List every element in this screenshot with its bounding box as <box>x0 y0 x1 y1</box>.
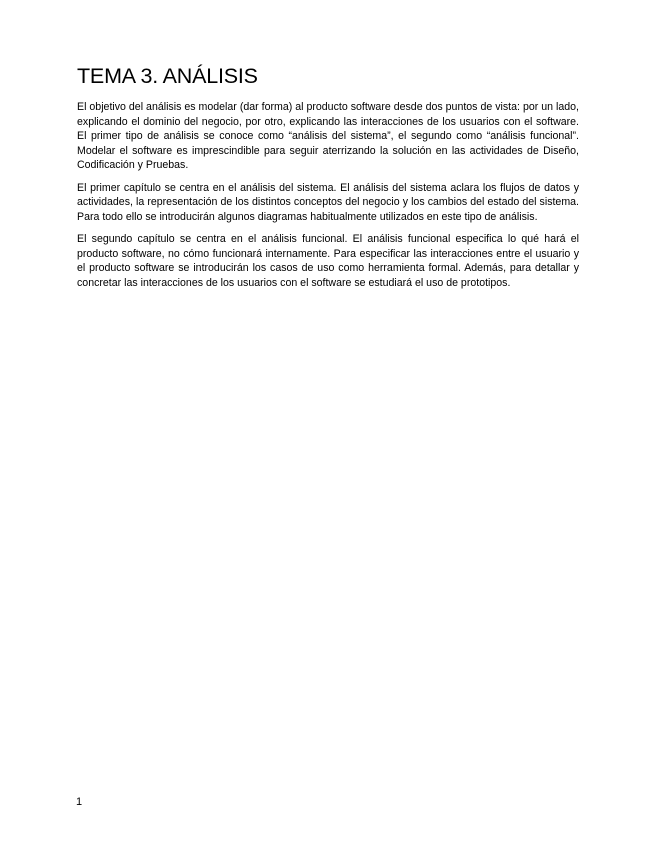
page-title: TEMA 3. ANÁLISIS <box>77 64 258 88</box>
paragraph-intro: El objetivo del análisis es modelar (dar forma) al producto software desde dos puntos de vista: por un lado, explicando el dominio del negocio, por otro, explicando las interacciones de los usuarios con el software. El primer tipo de análisis se conoce como “análisis del sistema”, el segundo como “análisis funcional”. Modelar el software es imprescindible para seguir aterrizando la solución en las actividades de Diseño, Codificación y Pruebas. <box>77 101 579 171</box>
paragraph-system-analysis: El primer capítulo se centra en el análisis del sistema. El análisis del sistema aclara los flujos de datos y actividades, la representación de los distintos conceptos del negocio y los cambios del estado del sistema. Para todo ello se introducirán algunos diagramas habitualmente utilizados en este tipo de análisis. <box>77 181 579 223</box>
paragraph-functional-analysis: El segundo capítulo se centra en el análisis funcional. El análisis funcional especifica lo qué hará el producto software, no cómo funcionará internamente. Para especificar las interacciones entre el usuario y el producto software se introducirán los casos de uso como herramienta formal. Además, para detallar y concretar las interacciones de los usuarios con el software se estudiará el uso de prototipos. <box>77 233 579 289</box>
body-text <box>77 100 579 298</box>
page-number: 1 <box>76 796 83 808</box>
